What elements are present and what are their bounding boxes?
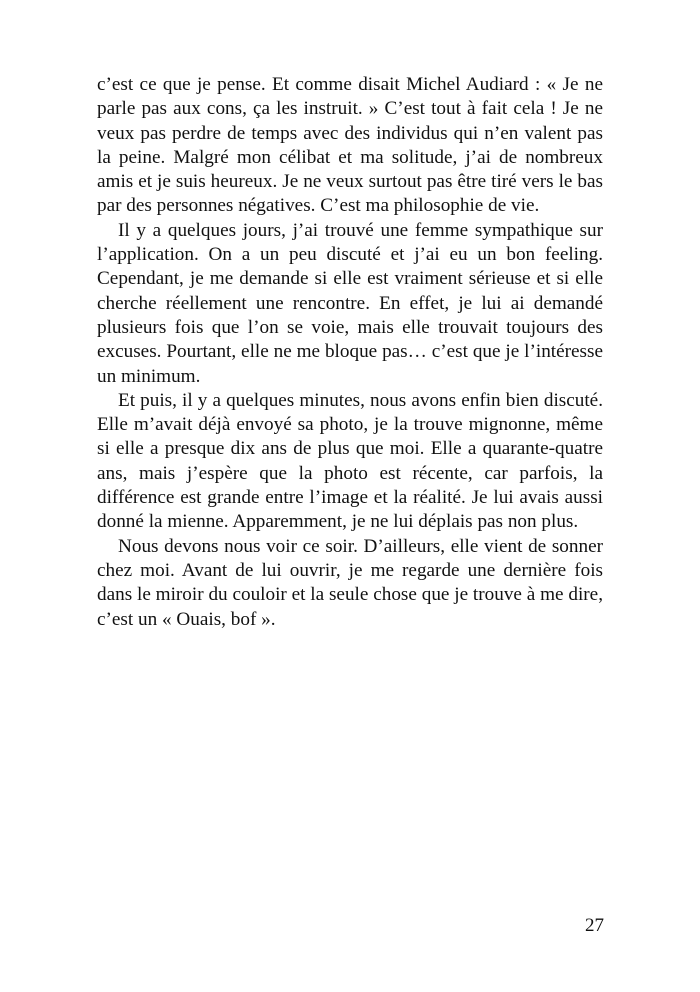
paragraph-3: Et puis, il y a quelques minutes, nous avons enfin bien discuté. Elle m’avait déjà envoyé sa photo, je la trouve mignonne, même si elle a presque dix ans de plus que moi. Elle a quarante-quatre ans, mais j’espère que la photo est récente, car parfois, la différence est grande entre l’image et la réalité. Je lui avais aussi donné la mienne. Apparemment, je ne lui déplais pas non plus. [97, 389, 603, 533]
paragraph-4: Nous devons nous voir ce soir. D’ailleurs, elle vient de sonner chez moi. Avant de lui ouvrir, je me regarde une dernière fois dans le miroir du couloir et la seule chose que je trouve à me dire, c’est un « Ouais, bof ». [97, 535, 603, 630]
paragraph-1: c’est ce que je pense. Et comme disait Michel Audiard : « Je ne parle pas aux cons, ça les instruit. » C’est tout à fait cela ! Je ne veux pas perdre de temps avec des individus qui n’en valent pas la peine. Malgré mon célibat et ma solitude, j’ai de nombreux amis et je suis heureux. Je ne veux surtout pas être tiré vers le bas par des personnes négatives. C’est ma philosophie de vie. [97, 74, 603, 217]
page-number: 27 [585, 915, 604, 936]
paragraph-2: Il y a quelques jours, j’ai trouvé une femme sympathique sur l’application. On a un peu discuté et j’ai eu un bon feeling. Cependant, je me demande si elle est vraiment sérieuse et si elle cherche réellement une rencontre. En effet, je lui ai demandé plusieurs fois que l’on se voie, mais elle trouvait toujours des excuses. Pourtant, elle ne me bloque pas… c’est que je l’intéresse un minimum. [97, 219, 603, 387]
body-text [97, 73, 603, 632]
